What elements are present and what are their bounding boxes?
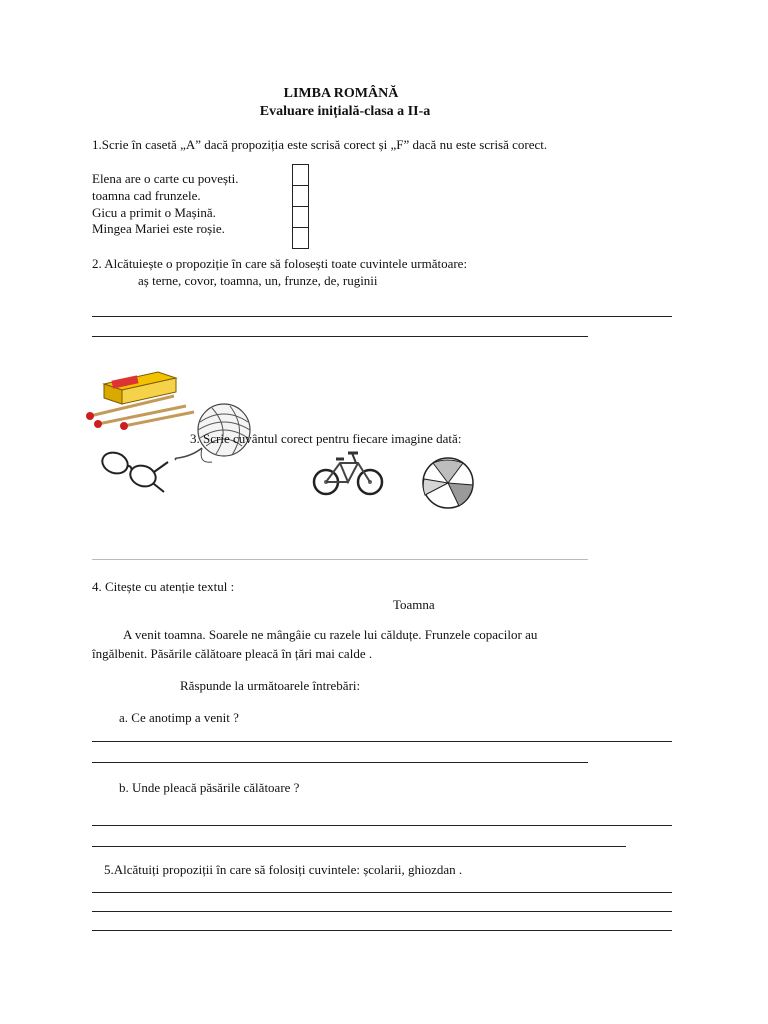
question-a: a. Ce anotimp a venit ? (119, 710, 239, 725)
ex1-sentence-2: toamna cad frunzele. (92, 188, 201, 203)
answer-line[interactable] (92, 892, 672, 893)
ex1-sentence-4: Mingea Mariei este roșie. (92, 221, 225, 236)
question-b: b. Unde pleacă păsările călătoare ? (119, 780, 300, 795)
ex1-sentence-1: Elena are o carte cu povești. (92, 171, 239, 186)
ex1-prompt: 1.Scrie în casetă „A” dacă propoziția este scrisă corect și „F” dacă nu este scrisă corect. (92, 137, 548, 152)
answer-box-2[interactable] (292, 185, 309, 207)
story-line-2: îngălbenit. Păsările călătoare pleacă în țări mai calde . (92, 646, 373, 661)
ex3-prompt: 3. Scrie cuvântul corect pentru fiecare imagine dată: (190, 431, 462, 446)
ex2-prompt: 2. Alcătuiește o propoziție în care să folosești toate cuvintele următoare: (92, 256, 468, 271)
page-subtitle: Evaluare inițială-clasa a II-a (259, 104, 431, 119)
ex1-sentence-3: Gicu a primit o Mașină. (92, 205, 216, 220)
answer-line[interactable] (92, 930, 672, 931)
beach-ball-icon (419, 457, 477, 509)
questions-header: Răspunde la următoarele întrebări: (180, 678, 361, 693)
eyeglasses-icon (98, 448, 170, 496)
story-title: Toamna (393, 597, 435, 612)
answer-line[interactable] (92, 846, 626, 847)
answer-line[interactable] (92, 336, 588, 337)
answer-line[interactable] (92, 316, 672, 317)
page-title: LIMBA ROMÂNĂ (283, 86, 399, 101)
answer-line[interactable] (92, 762, 588, 763)
answer-box-1[interactable] (292, 164, 309, 186)
bicycle-icon (310, 449, 386, 497)
answer-line[interactable] (92, 741, 672, 742)
ex5-prompt: 5.Alcătuiți propoziții în care să folosiți cuvintele: școlarii, ghiozdan . (104, 862, 463, 877)
answer-box-3[interactable] (292, 206, 309, 228)
answer-box-4[interactable] (292, 227, 309, 249)
ex4-prompt: 4. Citește cu atenție textul : (92, 579, 235, 594)
story-line-1: A venit toamna. Soarele ne mângâie cu razele lui călduțe. Frunzele copacilor au (123, 627, 538, 642)
answer-line[interactable] (92, 911, 672, 912)
answer-line[interactable] (92, 559, 588, 560)
answer-line[interactable] (92, 825, 672, 826)
ex2-words: aș terne, covor, toamna, un, frunze, de, ruginii (138, 273, 378, 288)
